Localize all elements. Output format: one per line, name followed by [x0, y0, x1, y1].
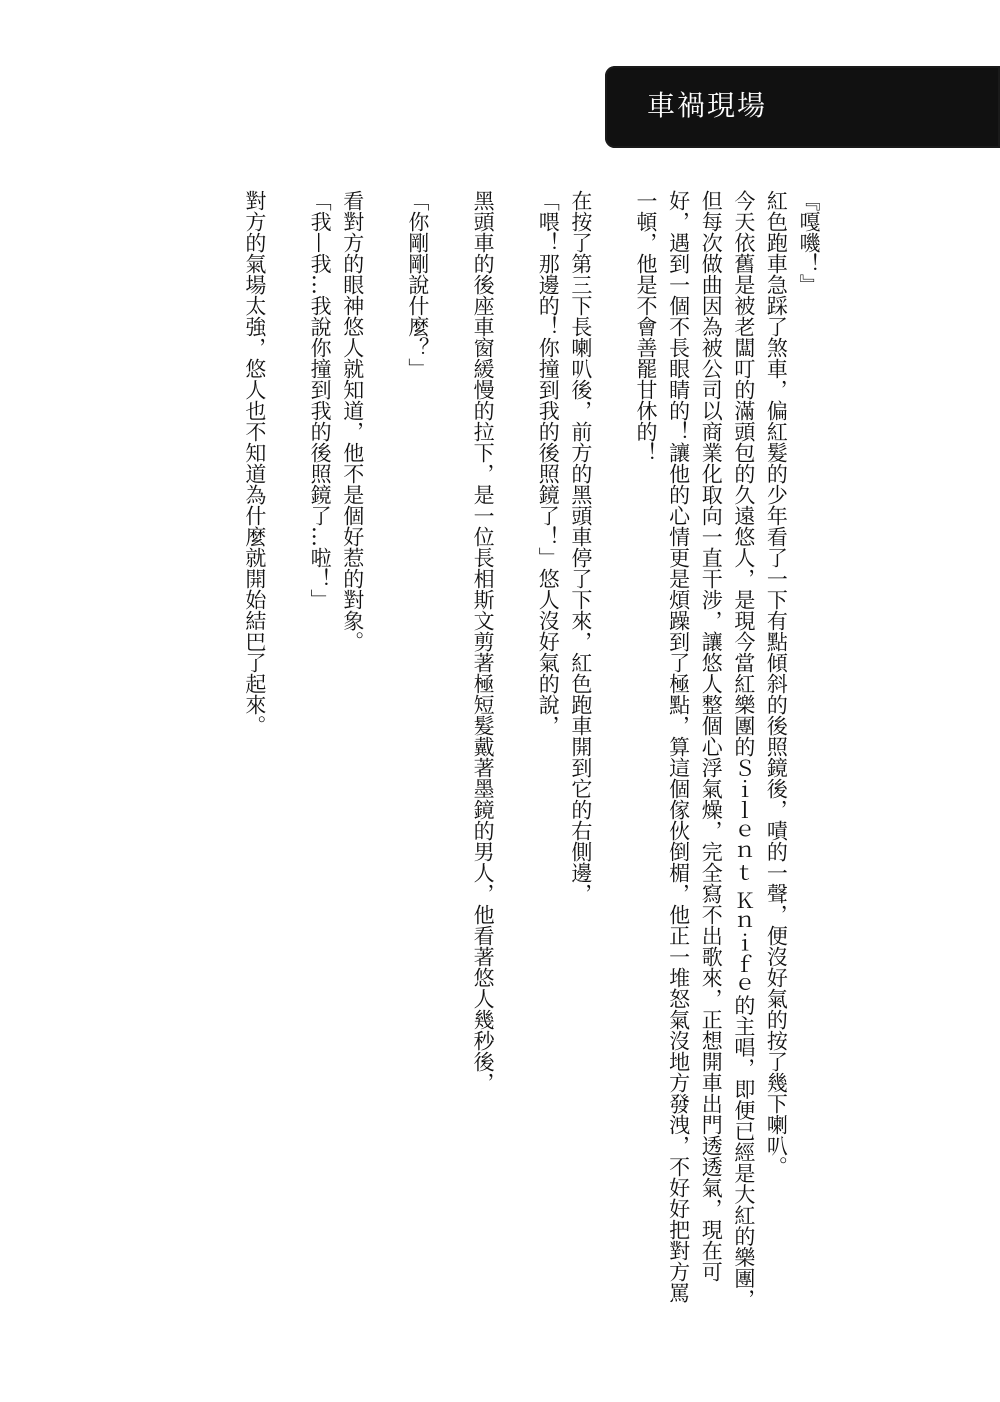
- paragraph-gap: [271, 190, 304, 1310]
- paragraph: 「你剛剛說什麼？」: [405, 190, 430, 379]
- paragraph-gap: [499, 190, 532, 1310]
- paragraph: 看對方的眼神悠人就知道，他不是個好惹的對象。: [340, 190, 365, 652]
- paragraph: 紅色跑車急踩了煞車，偏紅髮的少年看了一下有點傾斜的後照鏡後，嘖的一聲，便沒好氣的按了幾下喇叭。: [764, 190, 789, 1177]
- paragraph-gap: [434, 190, 467, 1310]
- paragraph: 「喂！那邊的！你撞到我的後照鏡了！」悠人沒好氣的說，: [536, 190, 561, 736]
- paragraph: 對方的氣場太強，悠人也不知道為什麼就開始結巴了起來。: [242, 190, 267, 736]
- paragraph: 『嘎嘰！』: [797, 190, 821, 295]
- paragraph: 今天依舊是被老闆叮的滿頭包的久遠悠人，是現今當紅樂團的Ｓｉｌｅｎｔ Ｋｎｉｆｅ的主唱，即便已經是大紅的樂團，但每次做曲因為被公司以商業化取向一直干涉，讓悠人整個心浮氣燥，完全寫不出歌來，正想開車出門透透氣，現在可好，遇到一個不長眼睛的！讓他的心情更是煩躁到了極點，算這個傢伙倒楣，他正一堆怒氣沒地方發洩，不好好把對方罵一頓，他是不會善罷甘休的！: [634, 190, 756, 1310]
- paragraph-gap: [369, 190, 402, 1310]
- paragraph-gap: [597, 190, 630, 1310]
- paragraph: 「我—我…我說你撞到我的後照鏡了…啦！」: [308, 190, 333, 610]
- story-text: [145, 190, 825, 1310]
- chapter-banner: [605, 66, 1000, 148]
- chapter-title: 車禍現場: [647, 89, 768, 122]
- paragraph: 黑頭車的後座車窗緩慢的拉下，是一位長相斯文剪著極短髮戴著墨鏡的男人，他看著悠人幾秒後，: [471, 190, 496, 1093]
- paragraph: 在按了第三下長喇叭後，前方的黑頭車停了下來，紅色跑車開到它的右側邊，: [568, 190, 593, 904]
